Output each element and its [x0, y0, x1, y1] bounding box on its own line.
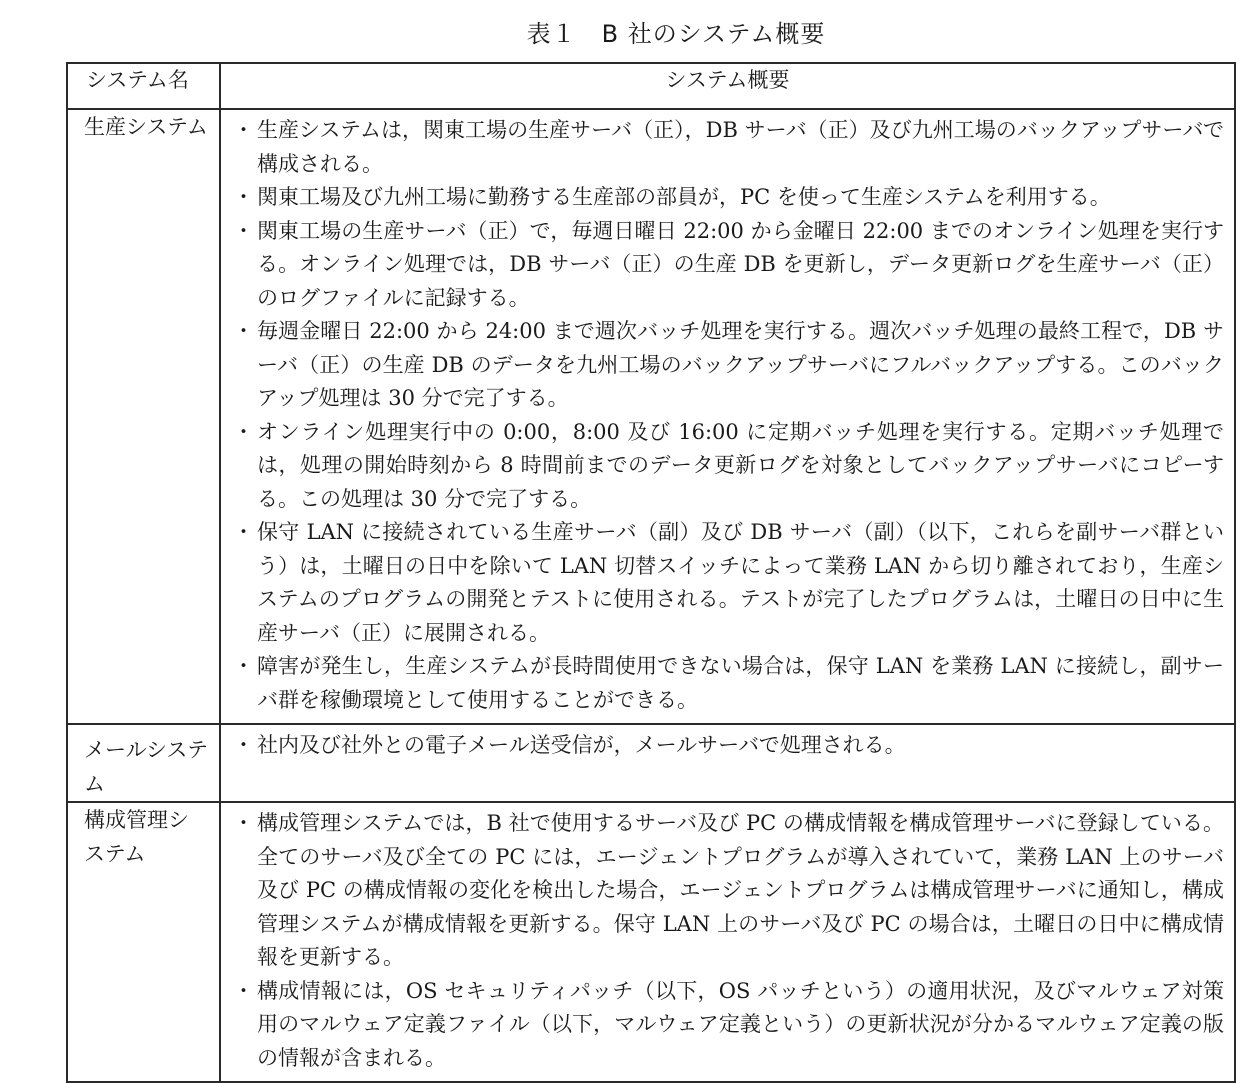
list-item: ・ 社内及び社外との電子メール送受信が，メールサーバで処理される。 [235, 729, 1224, 763]
list-item: ・ 保守 LAN に接続されている生産サーバ（副）及び DB サーバ（副）（以下，これらを副サーバ群という）は，土曜日の日中を除いて LAN 切替スイッチによって業務 LAN から切り離されており，生産システムのプログラムの開発とテストに使用される。テストが完了したプログラムは，土曜日の日中に生産サーバ（正）に展開される。 [235, 516, 1224, 650]
system-description-cell [220, 109, 1235, 724]
description-list [235, 807, 1224, 1075]
table-title: 表１ B 社のシステム概要 [526, 20, 826, 48]
list-item: ・ 障害が発生し，生産システムが長時間使用できない場合は，保守 LAN を業務 LAN に接続し，副サーバ群を稼働環境として使用することができる。 [235, 650, 1224, 717]
system-name-cell: 生産システム [67, 109, 220, 724]
table-row-production-system [67, 109, 1235, 724]
system-name-cell: メールシステム [67, 724, 220, 802]
description-list [235, 729, 1224, 763]
system-name-cell: 構成管理システム [67, 802, 220, 1082]
list-item: ・ 毎週金曜日 22:00 から 24:00 まで週次バッチ処理を実行する。週次バッチ処理の最終工程で，DB サーバ（正）の生産 DB のデータを九州工場のバックアップサーバにフルバックアップする。このバックアップ処理は 30 分で完了する。 [235, 315, 1224, 416]
description-list [235, 114, 1224, 717]
list-item: ・ 生産システムは，関東工場の生産サーバ（正），DB サーバ（正）及び九州工場のバックアップサーバで構成される。 [235, 114, 1224, 181]
list-item: ・ 関東工場の生産サーバ（正）で，毎週日曜日 22:00 から金曜日 22:00 までのオンライン処理を実行する。オンライン処理では，DB サーバ（正）の生産 DB を更新し，データ更新ログを生産サーバ（正）のログファイルに記録する。 [235, 215, 1224, 316]
list-item: ・ 関東工場及び九州工場に勤務する生産部の部員が，PC を使って生産システムを利用する。 [235, 181, 1224, 215]
list-item: ・ オンライン処理実行中の 0:00，8:00 及び 16:00 に定期バッチ処理を実行する。定期バッチ処理では，処理の開始時刻から 8 時間前までのデータ更新ログを対象としてバックアップサーバにコピーする。この処理は 30 分で完了する。 [235, 416, 1224, 517]
list-item: ・ 構成情報には，OS セキュリティパッチ（以下，OS パッチという）の適用状況，及びマルウェア対策用のマルウェア定義ファイル（以下，マルウェア定義という）の更新状況が分かるマルウェア定義の版の情報が含まれる。 [235, 975, 1224, 1076]
table-header-row [67, 63, 1235, 109]
system-description-cell [220, 802, 1235, 1082]
system-overview-table [66, 62, 1236, 1083]
table-row-mail-system [67, 724, 1235, 802]
header-system-description: システム概要 [220, 63, 1235, 109]
list-item: ・ 構成管理システムでは，B 社で使用するサーバ及び PC の構成情報を構成管理サーバに登録している。全てのサーバ及び全ての PC には，エージェントプログラムが導入されていて，業務 LAN 上のサーバ及び PC の構成情報の変化を検出した場合，エージェントプログラムは構成管理サーバに通知し，構成管理システムが構成情報を更新する。保守 LAN 上のサーバ及び PC の場合は，土曜日の日中に構成情報を更新する。 [235, 807, 1224, 975]
header-system-name: システム名 [67, 63, 220, 109]
system-description-cell [220, 724, 1235, 802]
table-row-configuration-management-system [67, 802, 1235, 1082]
